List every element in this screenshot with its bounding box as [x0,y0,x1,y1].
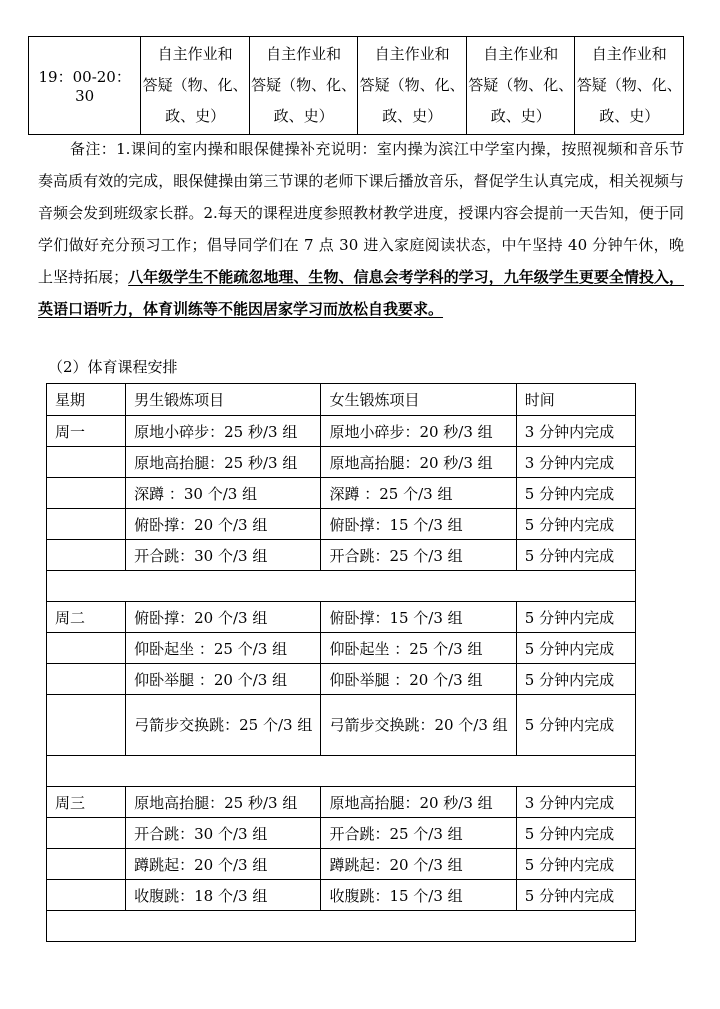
girls-exercise-cell: 原地高抬腿：20 秒/3 组 [321,787,516,818]
header-day: 星期 [47,384,126,416]
boys-exercise-cell: 原地高抬腿：25 秒/3 组 [126,787,321,818]
girls-exercise-cell: 原地小碎步：20 秒/3 组 [321,416,516,447]
girls-exercise-cell: 俯卧撑：15 个/3 组 [321,602,516,633]
day-cell-empty [47,818,126,849]
time-limit-cell: 3 分钟内完成 [516,787,635,818]
girls-exercise-cell: 仰卧起坐 ：25 个/3 组 [321,633,516,664]
table-row [47,540,636,571]
table-row [47,447,636,478]
activity-cell [141,37,250,135]
header-girls: 女生锻炼项目 [321,384,516,416]
spacer-cell [47,756,636,787]
table-row [47,880,636,911]
table-row [47,478,636,509]
day-cell: 周一 [47,416,126,447]
cell-line: 政、史） [490,107,551,125]
note-text: 备注：1.课间的室内操和眼保健操补充说明：室内操为滨江中学室内操，按照视频和音乐节奏高质有效的完成，眼保健操由第三节课的老师下课后播放音乐，督促学生认真完成，相关视频与音频会发到班级家长群。2.每天的课程进度参照教材教学进度，授课内容会提前一天告知，便于同学们做好充分预习工作；倡导同学们在 7 点 30 进入家庭阅读状态，中午坚持 40 分钟午休，晚上坚持拓展； [38,140,684,286]
cell-line: 自主作业和 [483,45,559,63]
section-heading: （2）体育课程安排 [48,358,178,376]
spacer-cell [47,911,636,942]
table-row [47,602,636,633]
boys-exercise-cell: 开合跳：30 个/3 组 [126,818,321,849]
time-limit-cell: 5 分钟内完成 [516,849,635,880]
cell-line: 答疑（物、化、 [142,76,248,94]
day-cell: 周二 [47,602,126,633]
boys-exercise-cell: 仰卧举腿 ：20 个/3 组 [126,664,321,695]
activity-cell [358,37,467,135]
day-cell-empty [47,849,126,880]
table-row [47,695,636,756]
day-cell-empty [47,478,126,509]
boys-exercise-cell: 弓箭步交换跳：25 个/3 组 [126,695,321,756]
girls-exercise-cell: 原地高抬腿：20 秒/3 组 [321,447,516,478]
table-row [47,787,636,818]
cell-line: 答疑（物、化、 [251,76,357,94]
girls-exercise-cell: 深蹲 ：25 个/3 组 [321,478,516,509]
table-header-row [47,384,636,416]
spacer-row [47,571,636,602]
girls-exercise-cell: 仰卧举腿 ：20 个/3 组 [321,664,516,695]
day-cell-empty [47,447,126,478]
time-limit-cell: 5 分钟内完成 [516,695,635,756]
note-emphasis: 八年级学生不能疏忽地理、生物、信息会考学科的学习，九年级学生更要全情投入，英语口语听力，体育训练等不能因居家学习而放松自我要求。 [38,268,684,318]
time-limit-cell: 5 分钟内完成 [516,664,635,695]
cell-line: 自主作业和 [591,45,667,63]
cell-line: 政、史） [599,107,660,125]
time-slot-cell: 19：00-20：30 [29,37,141,135]
cell-line: 政、史） [273,107,334,125]
spacer-row [47,756,636,787]
pe-schedule-table [46,383,636,942]
cell-line: 自主作业和 [374,45,450,63]
girls-exercise-cell: 开合跳：25 个/3 组 [321,540,516,571]
cell-line: 自主作业和 [157,45,233,63]
activity-cell [249,37,358,135]
boys-exercise-cell: 俯卧撑：20 个/3 组 [126,509,321,540]
table-row [47,818,636,849]
time-limit-cell: 5 分钟内完成 [516,509,635,540]
day-cell-empty [47,664,126,695]
day-cell-empty [47,880,126,911]
cell-line: 答疑（物、化、 [468,76,574,94]
header-time: 时间 [516,384,635,416]
time-limit-cell: 5 分钟内完成 [516,478,635,509]
header-boys: 男生锻炼项目 [126,384,321,416]
cell-line: 答疑（物、化、 [576,76,682,94]
boys-exercise-cell: 俯卧撑：20 个/3 组 [126,602,321,633]
table-row [47,633,636,664]
cell-line: 自主作业和 [266,45,342,63]
spacer-cell [47,571,636,602]
cell-line: 答疑（物、化、 [359,76,465,94]
girls-exercise-cell: 开合跳：25 个/3 组 [321,818,516,849]
cell-line: 政、史） [382,107,443,125]
boys-exercise-cell: 蹲跳起：20 个/3 组 [126,849,321,880]
day-cell-empty [47,540,126,571]
time-limit-cell: 3 分钟内完成 [516,447,635,478]
boys-exercise-cell: 开合跳：30 个/3 组 [126,540,321,571]
time-limit-cell: 5 分钟内完成 [516,602,635,633]
schedule-table-fragment [28,36,684,135]
girls-exercise-cell: 弓箭步交换跳：20 个/3 组 [321,695,516,756]
girls-exercise-cell: 收腹跳：15 个/3 组 [321,880,516,911]
cell-line: 政、史） [165,107,226,125]
boys-exercise-cell: 原地高抬腿：25 秒/3 组 [126,447,321,478]
boys-exercise-cell: 原地小碎步：25 秒/3 组 [126,416,321,447]
boys-exercise-cell: 仰卧起坐 ：25 个/3 组 [126,633,321,664]
day-cell: 周三 [47,787,126,818]
boys-exercise-cell: 深蹲 ：30 个/3 组 [126,478,321,509]
spacer-row [47,911,636,942]
table-row [47,509,636,540]
table-row [47,849,636,880]
time-limit-cell: 5 分钟内完成 [516,818,635,849]
day-cell-empty [47,695,126,756]
time-limit-cell: 5 分钟内完成 [516,633,635,664]
time-limit-cell: 5 分钟内完成 [516,540,635,571]
boys-exercise-cell: 收腹跳：18 个/3 组 [126,880,321,911]
note-paragraph [38,133,684,325]
time-limit-cell: 3 分钟内完成 [516,416,635,447]
activity-cell [466,37,575,135]
day-cell-empty [47,633,126,664]
table-row [47,664,636,695]
table-row [47,416,636,447]
time-limit-cell: 5 分钟内完成 [516,880,635,911]
girls-exercise-cell: 俯卧撑：15 个/3 组 [321,509,516,540]
girls-exercise-cell: 蹲跳起：20 个/3 组 [321,849,516,880]
activity-cell [575,37,684,135]
day-cell-empty [47,509,126,540]
table-row [29,37,684,135]
